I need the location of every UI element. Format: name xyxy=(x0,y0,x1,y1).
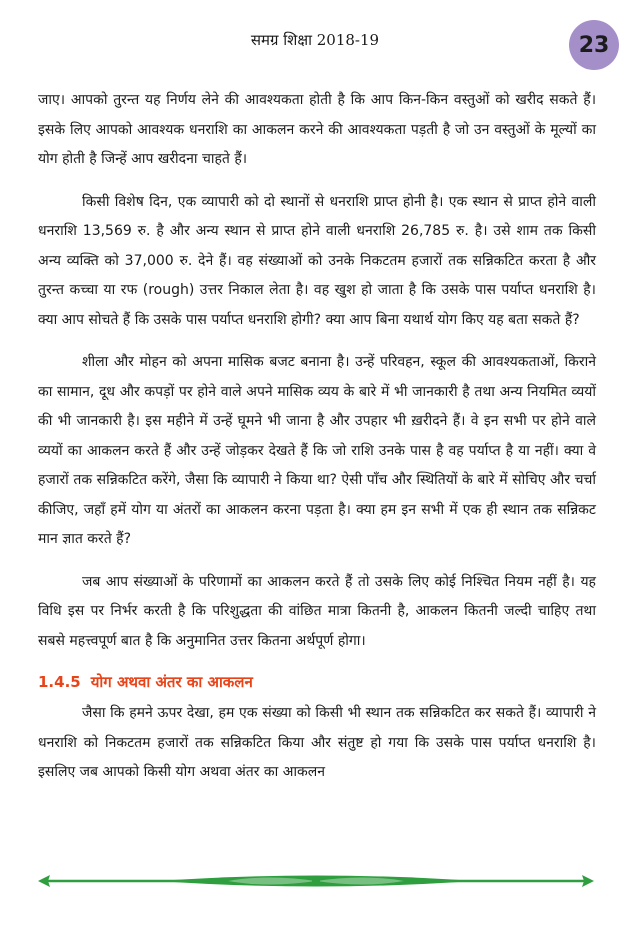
section-heading xyxy=(38,669,596,695)
page-number-badge: 23 xyxy=(569,20,619,70)
running-header: समग्र शिक्षा 2018-19 xyxy=(250,31,380,49)
paragraph-budget: शीला और मोहन को अपना मासिक बजट बनाना है। उन्हें परिवहन, स्कूल की आवश्यकताओं, किराने का सामान, दूध और कपड़ों पर होने वाले अपने मासिक व्यय के बारे में भी जानकारी है तथा अन्य नियमित व्ययों की भी जानकारी है। इस महीने में उन्हें घूमने भी जाना है और उपहार भी ख़रीदने हैं। वे इन सभी पर होने वाले व्ययों का आकलन करते हैं और उन्हें जोड़कर देखते हैं कि जो राशि उनके पास है वह पर्याप्त है या नहीं। क्या वे हजारों तक सन्निकटित करेंगे, जैसा कि व्यापारी ने किया था? ऐसी पाँच और स्थितियों के बारे में सोचिए और चर्चा कीजिए, जहाँ हमें योग या अंतरों का आकलन करना पड़ता है। क्या हम इन सभी में एक ही स्थान तक सन्निकट मान ज्ञात करते हैं? xyxy=(38,354,596,547)
decorative-divider xyxy=(38,868,594,894)
page-body xyxy=(38,86,596,801)
section-paragraph: जैसा कि हमने ऊपर देखा, हम एक संख्या को किसी भी स्थान तक सन्निकटित कर सकते हैं। व्यापारी ने धनराशि को निकटतम हजारों तक सन्निकटित किया और संतुष्ट हो गया कि उसके पास पर्याप्त धनराशि है। इसलिए जब आपको किसी योग अथवा अंतर का आकलन xyxy=(38,705,596,780)
section-title: योग अथवा अंतर का आकलन xyxy=(90,673,253,691)
section-number: 1.4.5 xyxy=(38,673,81,691)
paragraph-estimation-rules: जब आप संख्याओं के परिणामों का आकलन करते हैं तो उसके लिए कोई निश्चित नियम नहीं है। यह विधि इस पर निर्भर करती है कि परिशुद्धता की वांछित मात्रा कितनी है, आकलन कितनी जल्दी चाहिए तथा सबसे महत्त्वपूर्ण बात है कि अनुमानित उत्तर कितना अर्थपूर्ण होगा। xyxy=(38,573,596,649)
paragraph-merchant: किसी विशेष दिन, एक व्यापारी को दो स्थानों से धनराशि प्राप्त होनी है। एक स्थान से प्राप्त होने वाली धनराशि 13,569 रु. है और अन्य स्थान से प्राप्त होने वाली धनराशि 26,785 रु. है। उसे शाम तक किसी अन्य व्यक्ति को 37,000 रु. देने हैं। वह संख्याओं को उनके निकटतम हजारों तक सन्निकटित करता है और तुरन्त कच्चा या रफ (rough) उत्तर निकाल लेता है। वह खुश हो जाता है कि उसके पास पर्याप्त धनराशि है। क्या आप सोचते हैं कि उसके पास पर्याप्त धनराशि होगी? क्या आप बिना यथार्थ योग किए यह बता सकते हैं? xyxy=(38,193,596,328)
paragraph-continuation: जाए। आपको तुरन्त यह निर्णय लेने की आवश्यकता होती है कि आप किन-किन वस्तुओं को खरीद सकते हैं। इसके लिए आपको आवश्यक धनराशि का आकलन करने की आवश्यकता पड़ती है जो उन वस्तुओं के मूल्यों का योग होती है जिन्हें आप खरीदना चाहते हैं। xyxy=(38,92,596,167)
